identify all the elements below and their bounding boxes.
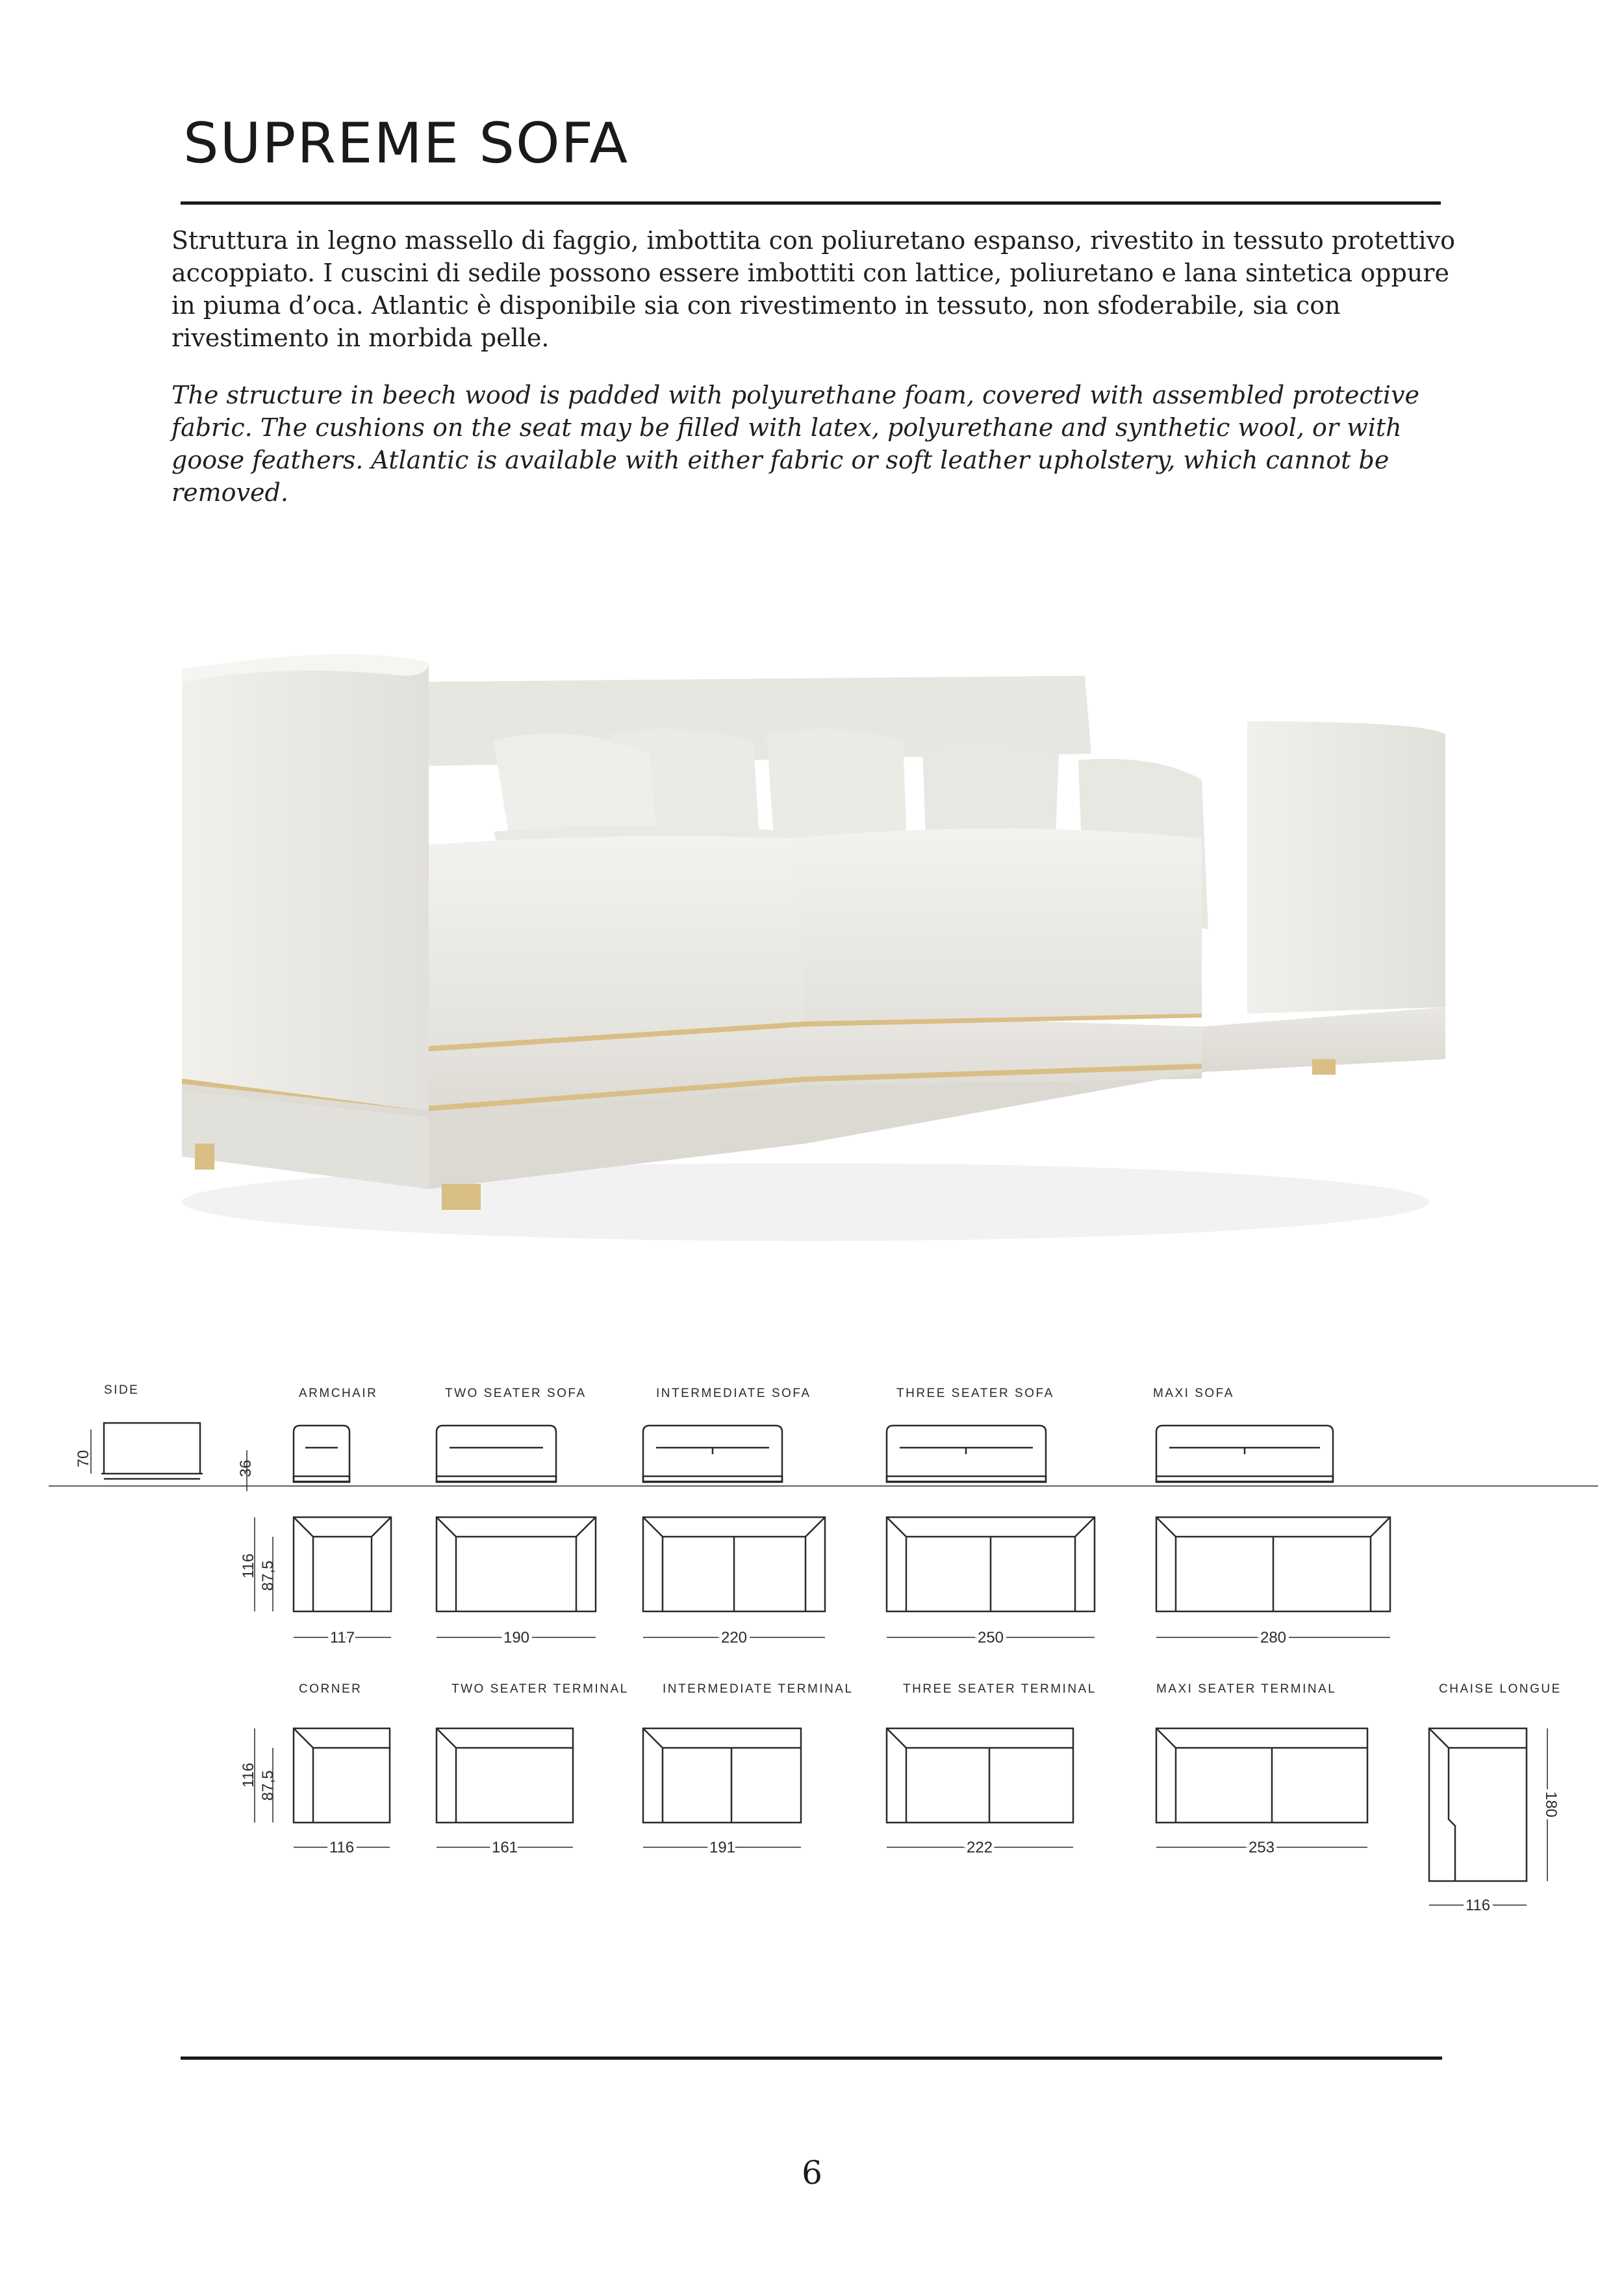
plan-width-dims-row2 bbox=[294, 1839, 1527, 1914]
label-side: SIDE bbox=[104, 1383, 140, 1397]
label-maxi-sofa: MAXI SOFA bbox=[1153, 1387, 1234, 1400]
dim-seat-height: 36 bbox=[237, 1459, 255, 1478]
dim-width-intermediate-terminal: 191 bbox=[709, 1839, 736, 1856]
dim-width-intermediate: 220 bbox=[720, 1629, 748, 1646]
label-maxi-seater-terminal: MAXI SEATER TERMINAL bbox=[1156, 1682, 1337, 1696]
plan-width-dims-row1 bbox=[294, 1629, 1390, 1646]
plan-depth-dims-row2 bbox=[240, 1728, 1560, 1881]
dim-seat-depth-row2: 87,5 bbox=[259, 1770, 277, 1801]
plan-views-row2 bbox=[294, 1728, 1527, 1881]
sofa-photo bbox=[156, 624, 1468, 1306]
top-divider bbox=[181, 201, 1441, 205]
front-elevations bbox=[294, 1426, 1333, 1482]
plan-depth-dims-row1 bbox=[240, 1517, 277, 1611]
label-intermediate-sofa: INTERMEDIATE SOFA bbox=[656, 1387, 811, 1400]
dim-chaise-length: 180 bbox=[1542, 1791, 1560, 1818]
label-chaise-longue: CHAISE LONGUE bbox=[1439, 1682, 1562, 1696]
dim-width-corner: 116 bbox=[329, 1839, 355, 1856]
dim-width-two-seater: 190 bbox=[503, 1629, 530, 1646]
description-italian: Struttura in legno massello di faggio, imbottita con poliuretano espanso, rivestito in tessuto protettivo accoppiato. I cuscini di sedile possono essere imbottiti con lattice, poliuretano e lana sintetica oppure in piuma d’oca. Atlantic è disponibile sia con rivestimento in tessuto, non sfoderabile, sia con rivestimento in morbida pelle. bbox=[171, 226, 1456, 352]
description-english: The structure in beech wood is padded with polyurethane foam, covered with assembled protective fabric. The cushions on the seat may be filled with latex, polyurethane and synthetic wool, or with goose feathers. Atlantic is available with either fabric or soft leather upholstery, which cannot be removed. bbox=[171, 381, 1420, 507]
label-two-seater-sofa: TWO SEATER SOFA bbox=[445, 1387, 587, 1400]
page-title: SUPREME SOFA bbox=[183, 111, 629, 176]
label-armchair: ARMCHAIR bbox=[299, 1387, 378, 1400]
label-three-seater-sofa: THREE SEATER SOFA bbox=[896, 1387, 1054, 1400]
side-elevation bbox=[75, 1423, 255, 1491]
dim-width-armchair: 117 bbox=[329, 1629, 355, 1646]
dim-width-maxi: 280 bbox=[1260, 1629, 1287, 1646]
dim-width-three-seater: 250 bbox=[977, 1629, 1004, 1646]
dim-depth-row1: 116 bbox=[240, 1553, 257, 1579]
plan-views-row1 bbox=[294, 1517, 1390, 1611]
dim-depth-row2: 116 bbox=[240, 1762, 257, 1788]
dim-width-maxi-seater-terminal: 253 bbox=[1248, 1839, 1275, 1856]
dim-side-height: 70 bbox=[75, 1450, 92, 1468]
dim-width-three-seater-terminal: 222 bbox=[966, 1839, 993, 1856]
label-three-seater-terminal: THREE SEATER TERMINAL bbox=[903, 1682, 1097, 1696]
label-intermediate-terminal: INTERMEDIATE TERMINAL bbox=[663, 1682, 854, 1696]
label-corner: CORNER bbox=[299, 1682, 362, 1696]
dim-width-chaise: 116 bbox=[1465, 1897, 1491, 1914]
technical-drawings bbox=[39, 1377, 1598, 1962]
dim-width-two-seater-terminal: 161 bbox=[491, 1839, 518, 1856]
page-number: 6 bbox=[802, 2154, 822, 2192]
label-two-seater-terminal: TWO SEATER TERMINAL bbox=[451, 1682, 629, 1696]
bottom-divider bbox=[181, 2056, 1442, 2060]
dim-seat-depth-row1: 87,5 bbox=[259, 1560, 277, 1591]
